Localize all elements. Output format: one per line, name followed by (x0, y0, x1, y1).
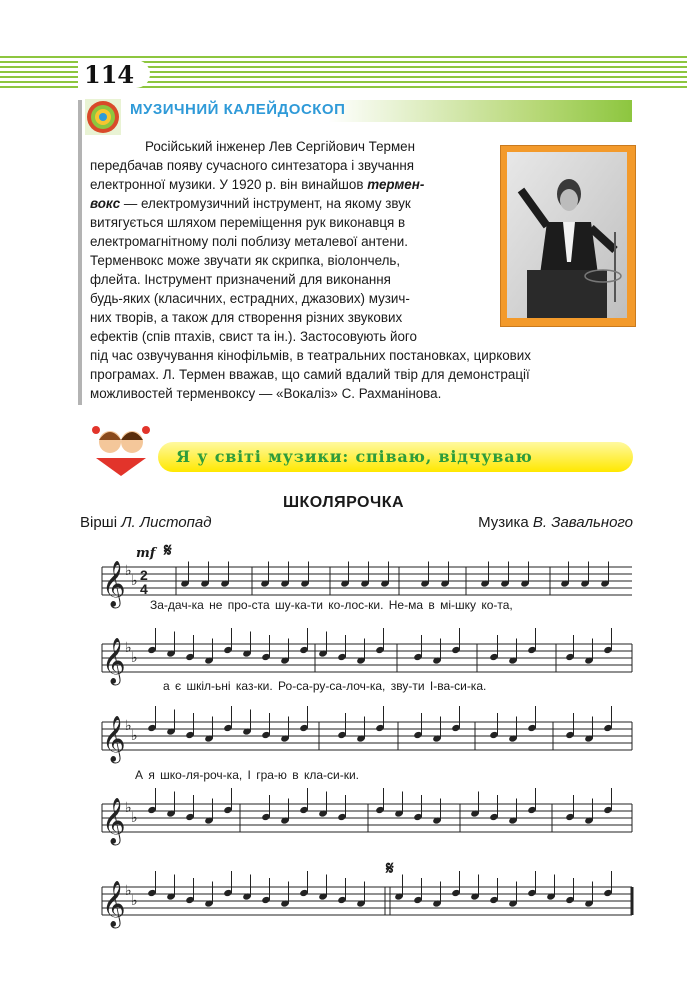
term-word: термен- (367, 177, 425, 192)
lyrics-line: а є шкіл-ьні каз-ки. Ро-са-ру-са-лоч-ка, зву-ти І-ва-си-ка. (163, 679, 487, 693)
paragraph-line: під час озвучування кінофільмів, в театральних постановках, циркових (90, 348, 531, 363)
dynamic-mark: mf (136, 546, 156, 561)
section-banner-text: Я у світі музики: співаю, відчуваю (176, 447, 533, 466)
segno-mark: 𝄋 (386, 858, 394, 879)
paragraph-line: будь-яких (класичних, естрадних, джазових) музич- (90, 291, 410, 306)
flat-sign: ♭ (125, 639, 132, 655)
paragraph-line: вокс — електромузичний інструмент, на якому звук (90, 196, 411, 211)
paragraph-line: флейта. Інструмент призначений для виконання (90, 272, 391, 287)
paragraph-line: ефектів (спів птахів, свист та ін.). Застосовують його (90, 329, 417, 344)
treble-clef: 𝄞 (102, 561, 126, 607)
flat-sign: ♭ (131, 727, 138, 743)
flat-sign: ♭ (125, 562, 132, 578)
paragraph-line: них творів, а також для створення різних звукових (90, 310, 403, 325)
music-credit: Музика В. Завального (478, 514, 633, 531)
paragraph-line: Терменвокс може звучати як скрипка, віолончель, (90, 253, 401, 268)
flat-sign: ♭ (131, 892, 138, 908)
lyrics-line: А я шко-ля-роч-ка, І гра-ю в кла-си-ки. (135, 768, 360, 782)
time-signature: 2 (140, 567, 148, 583)
treble-clef: 𝄞 (102, 638, 126, 684)
paragraph-line: передбачав появу сучасного синтезатора і звучання (90, 158, 415, 173)
time-signature: 4 (140, 581, 148, 597)
paragraph-line: можливостей терменвоксу — «Вокаліз» С. Рахманінова. (90, 386, 442, 401)
flat-sign: ♭ (131, 572, 138, 588)
flat-sign: ♭ (125, 799, 132, 815)
flat-sign: ♭ (125, 717, 132, 733)
treble-clef: 𝄞 (102, 716, 126, 762)
paragraph-line: електромагнітному полі поблизу металевої антени. (90, 234, 408, 249)
treble-clef: 𝄞 (102, 881, 126, 927)
paragraph-line: електронної музики. У 1920 р. він винайшов термен- (90, 177, 425, 192)
treble-clef: 𝄞 (102, 798, 126, 844)
segno-mark: 𝄋 (164, 540, 172, 561)
lyrics-credit: Вірші Л. Листопад (80, 514, 212, 531)
flat-sign: ♭ (131, 649, 138, 665)
song-title: ШКОЛЯРОЧКА (282, 494, 405, 511)
flat-sign: ♭ (125, 882, 132, 898)
paragraph-line: Російський інженер Лев Сергійович Термен (145, 139, 416, 154)
flat-sign: ♭ (131, 809, 138, 825)
lyrics-line: За-дач-ка не про-ста шу-ка-ти ко-лос-ки. Не-ма в мі-шку ко-та, (150, 598, 513, 612)
page-number: 114 (84, 60, 135, 89)
kaleidoscope-title: МУЗИЧНИЙ КАЛЕЙДОСКОП (130, 101, 346, 118)
paragraph-line: витягується шляхом переміщення рук виконавця в (90, 215, 406, 230)
paragraph-line: програмах. Л. Термен вважав, що самий вдалий твір для демонстрації (90, 367, 530, 382)
